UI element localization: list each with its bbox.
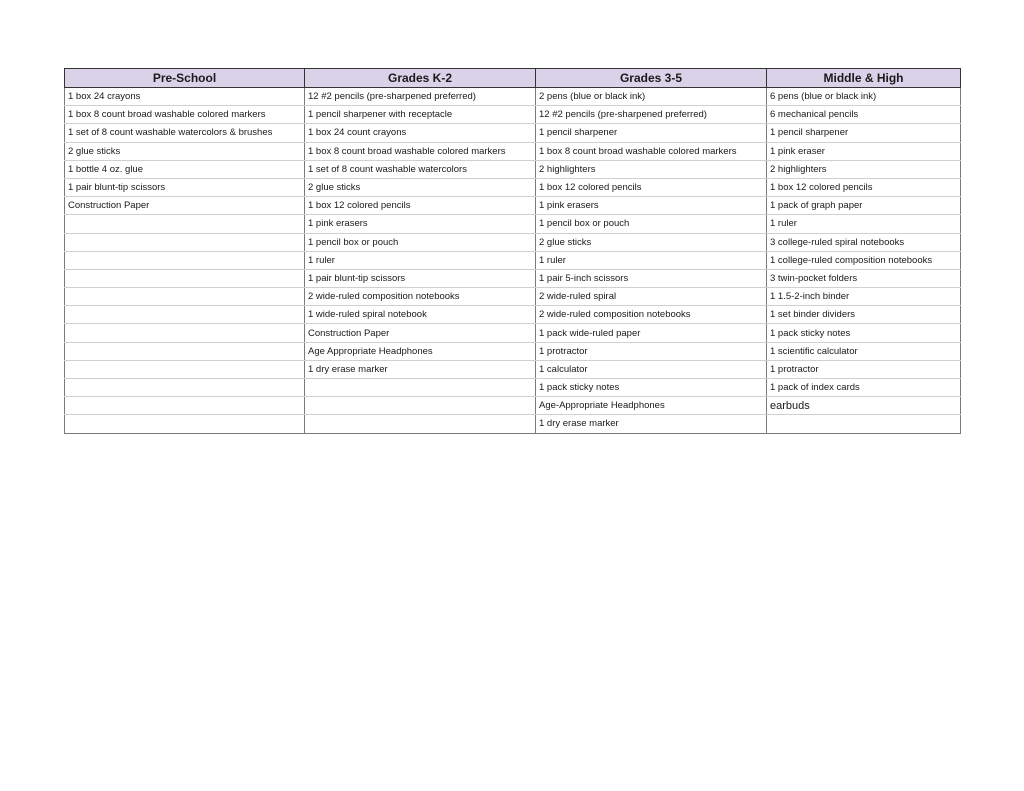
cell-grades-k-2: Construction Paper [305,324,536,342]
cell-pre-school [65,251,305,269]
table-row [65,306,961,324]
cell-pre-school [65,324,305,342]
cell-middle-high: 1 pack sticky notes [767,324,961,342]
table-row [65,397,961,415]
cell-grades-k-2: 1 box 24 count crayons [305,124,536,142]
cell-grades-k-2: 2 glue sticks [305,178,536,196]
cell-grades-3-5: 1 pink erasers [536,197,767,215]
cell-grades-k-2: Age Appropriate Headphones [305,342,536,360]
cell-grades-3-5: 2 wide-ruled composition notebooks [536,306,767,324]
cell-grades-k-2: 1 pencil box or pouch [305,233,536,251]
cell-middle-high: 1 pack of graph paper [767,197,961,215]
header-middle-high: Middle & High [767,69,961,88]
header-grades-k-2: Grades K-2 [305,69,536,88]
cell-pre-school [65,397,305,415]
cell-pre-school [65,342,305,360]
table-row [65,124,961,142]
table-row [65,379,961,397]
table-row [65,342,961,360]
cell-grades-k-2: 1 box 8 count broad washable colored markers [305,142,536,160]
cell-pre-school: 1 bottle 4 oz. glue [65,160,305,178]
cell-pre-school: 1 box 24 crayons [65,88,305,106]
cell-pre-school [65,233,305,251]
cell-grades-k-2: 1 pink erasers [305,215,536,233]
cell-pre-school [65,379,305,397]
cell-grades-3-5: 1 pair 5-inch scissors [536,269,767,287]
header-pre-school: Pre-School [65,69,305,88]
table-row [65,160,961,178]
cell-pre-school [65,288,305,306]
table-row [65,233,961,251]
cell-grades-3-5: 1 pencil box or pouch [536,215,767,233]
cell-grades-3-5: 1 box 8 count broad washable colored markers [536,142,767,160]
table-row [65,106,961,124]
cell-grades-k-2 [305,397,536,415]
cell-grades-k-2: 12 #2 pencils (pre-sharpened preferred) [305,88,536,106]
cell-middle-high: 6 mechanical pencils [767,106,961,124]
table-row [65,415,961,433]
cell-grades-3-5: 1 pack sticky notes [536,379,767,397]
cell-grades-3-5: 1 calculator [536,360,767,378]
cell-grades-k-2: 1 box 12 colored pencils [305,197,536,215]
cell-grades-3-5: 1 pack wide-ruled paper [536,324,767,342]
cell-grades-3-5: 12 #2 pencils (pre-sharpened preferred) [536,106,767,124]
cell-grades-k-2 [305,379,536,397]
table-row [65,288,961,306]
cell-pre-school: 1 pair blunt-tip scissors [65,178,305,196]
cell-middle-high: 1 box 12 colored pencils [767,178,961,196]
table-body [65,88,961,434]
table-row [65,178,961,196]
cell-middle-high: 2 highlighters [767,160,961,178]
cell-pre-school [65,269,305,287]
table-row [65,88,961,106]
header-grades-3-5: Grades 3-5 [536,69,767,88]
cell-pre-school [65,306,305,324]
cell-middle-high: 3 college-ruled spiral notebooks [767,233,961,251]
cell-middle-high: 1 1.5-2-inch binder [767,288,961,306]
table-row [65,197,961,215]
table-row [65,251,961,269]
cell-grades-k-2: 1 pencil sharpener with receptacle [305,106,536,124]
table-row [65,215,961,233]
cell-pre-school [65,360,305,378]
school-supply-table [64,68,961,434]
cell-grades-k-2 [305,415,536,433]
cell-middle-high: 6 pens (blue or black ink) [767,88,961,106]
cell-grades-3-5: Age-Appropriate Headphones [536,397,767,415]
cell-middle-high: 1 college-ruled composition notebooks [767,251,961,269]
table-row [65,142,961,160]
cell-grades-3-5: 1 box 12 colored pencils [536,178,767,196]
table-row [65,324,961,342]
cell-grades-k-2: 1 dry erase marker [305,360,536,378]
cell-middle-high: 1 set binder dividers [767,306,961,324]
cell-grades-3-5: 2 highlighters [536,160,767,178]
cell-grades-3-5: 2 pens (blue or black ink) [536,88,767,106]
cell-middle-high: 3 twin-pocket folders [767,269,961,287]
table-row [65,269,961,287]
cell-pre-school: 1 box 8 count broad washable colored markers [65,106,305,124]
cell-pre-school [65,415,305,433]
header-row [65,69,961,88]
cell-grades-3-5: 1 pencil sharpener [536,124,767,142]
table-row [65,360,961,378]
cell-pre-school [65,215,305,233]
cell-middle-high: 1 pink eraser [767,142,961,160]
cell-middle-high: 1 pencil sharpener [767,124,961,142]
cell-grades-k-2: 1 pair blunt-tip scissors [305,269,536,287]
cell-middle-high: 1 scientific calculator [767,342,961,360]
cell-grades-3-5: 1 ruler [536,251,767,269]
cell-middle-high [767,415,961,433]
cell-grades-k-2: 1 set of 8 count washable watercolors [305,160,536,178]
cell-grades-3-5: 2 glue sticks [536,233,767,251]
cell-grades-3-5: 1 protractor [536,342,767,360]
cell-middle-high: 1 ruler [767,215,961,233]
cell-grades-k-2: 2 wide-ruled composition notebooks [305,288,536,306]
cell-grades-3-5: 2 wide-ruled spiral [536,288,767,306]
cell-middle-high: 1 pack of index cards [767,379,961,397]
cell-middle-high: earbuds [767,397,961,415]
cell-pre-school: 2 glue sticks [65,142,305,160]
cell-grades-k-2: 1 wide-ruled spiral notebook [305,306,536,324]
cell-pre-school: Construction Paper [65,197,305,215]
cell-pre-school: 1 set of 8 count washable watercolors & brushes [65,124,305,142]
cell-grades-3-5: 1 dry erase marker [536,415,767,433]
cell-middle-high: 1 protractor [767,360,961,378]
cell-grades-k-2: 1 ruler [305,251,536,269]
